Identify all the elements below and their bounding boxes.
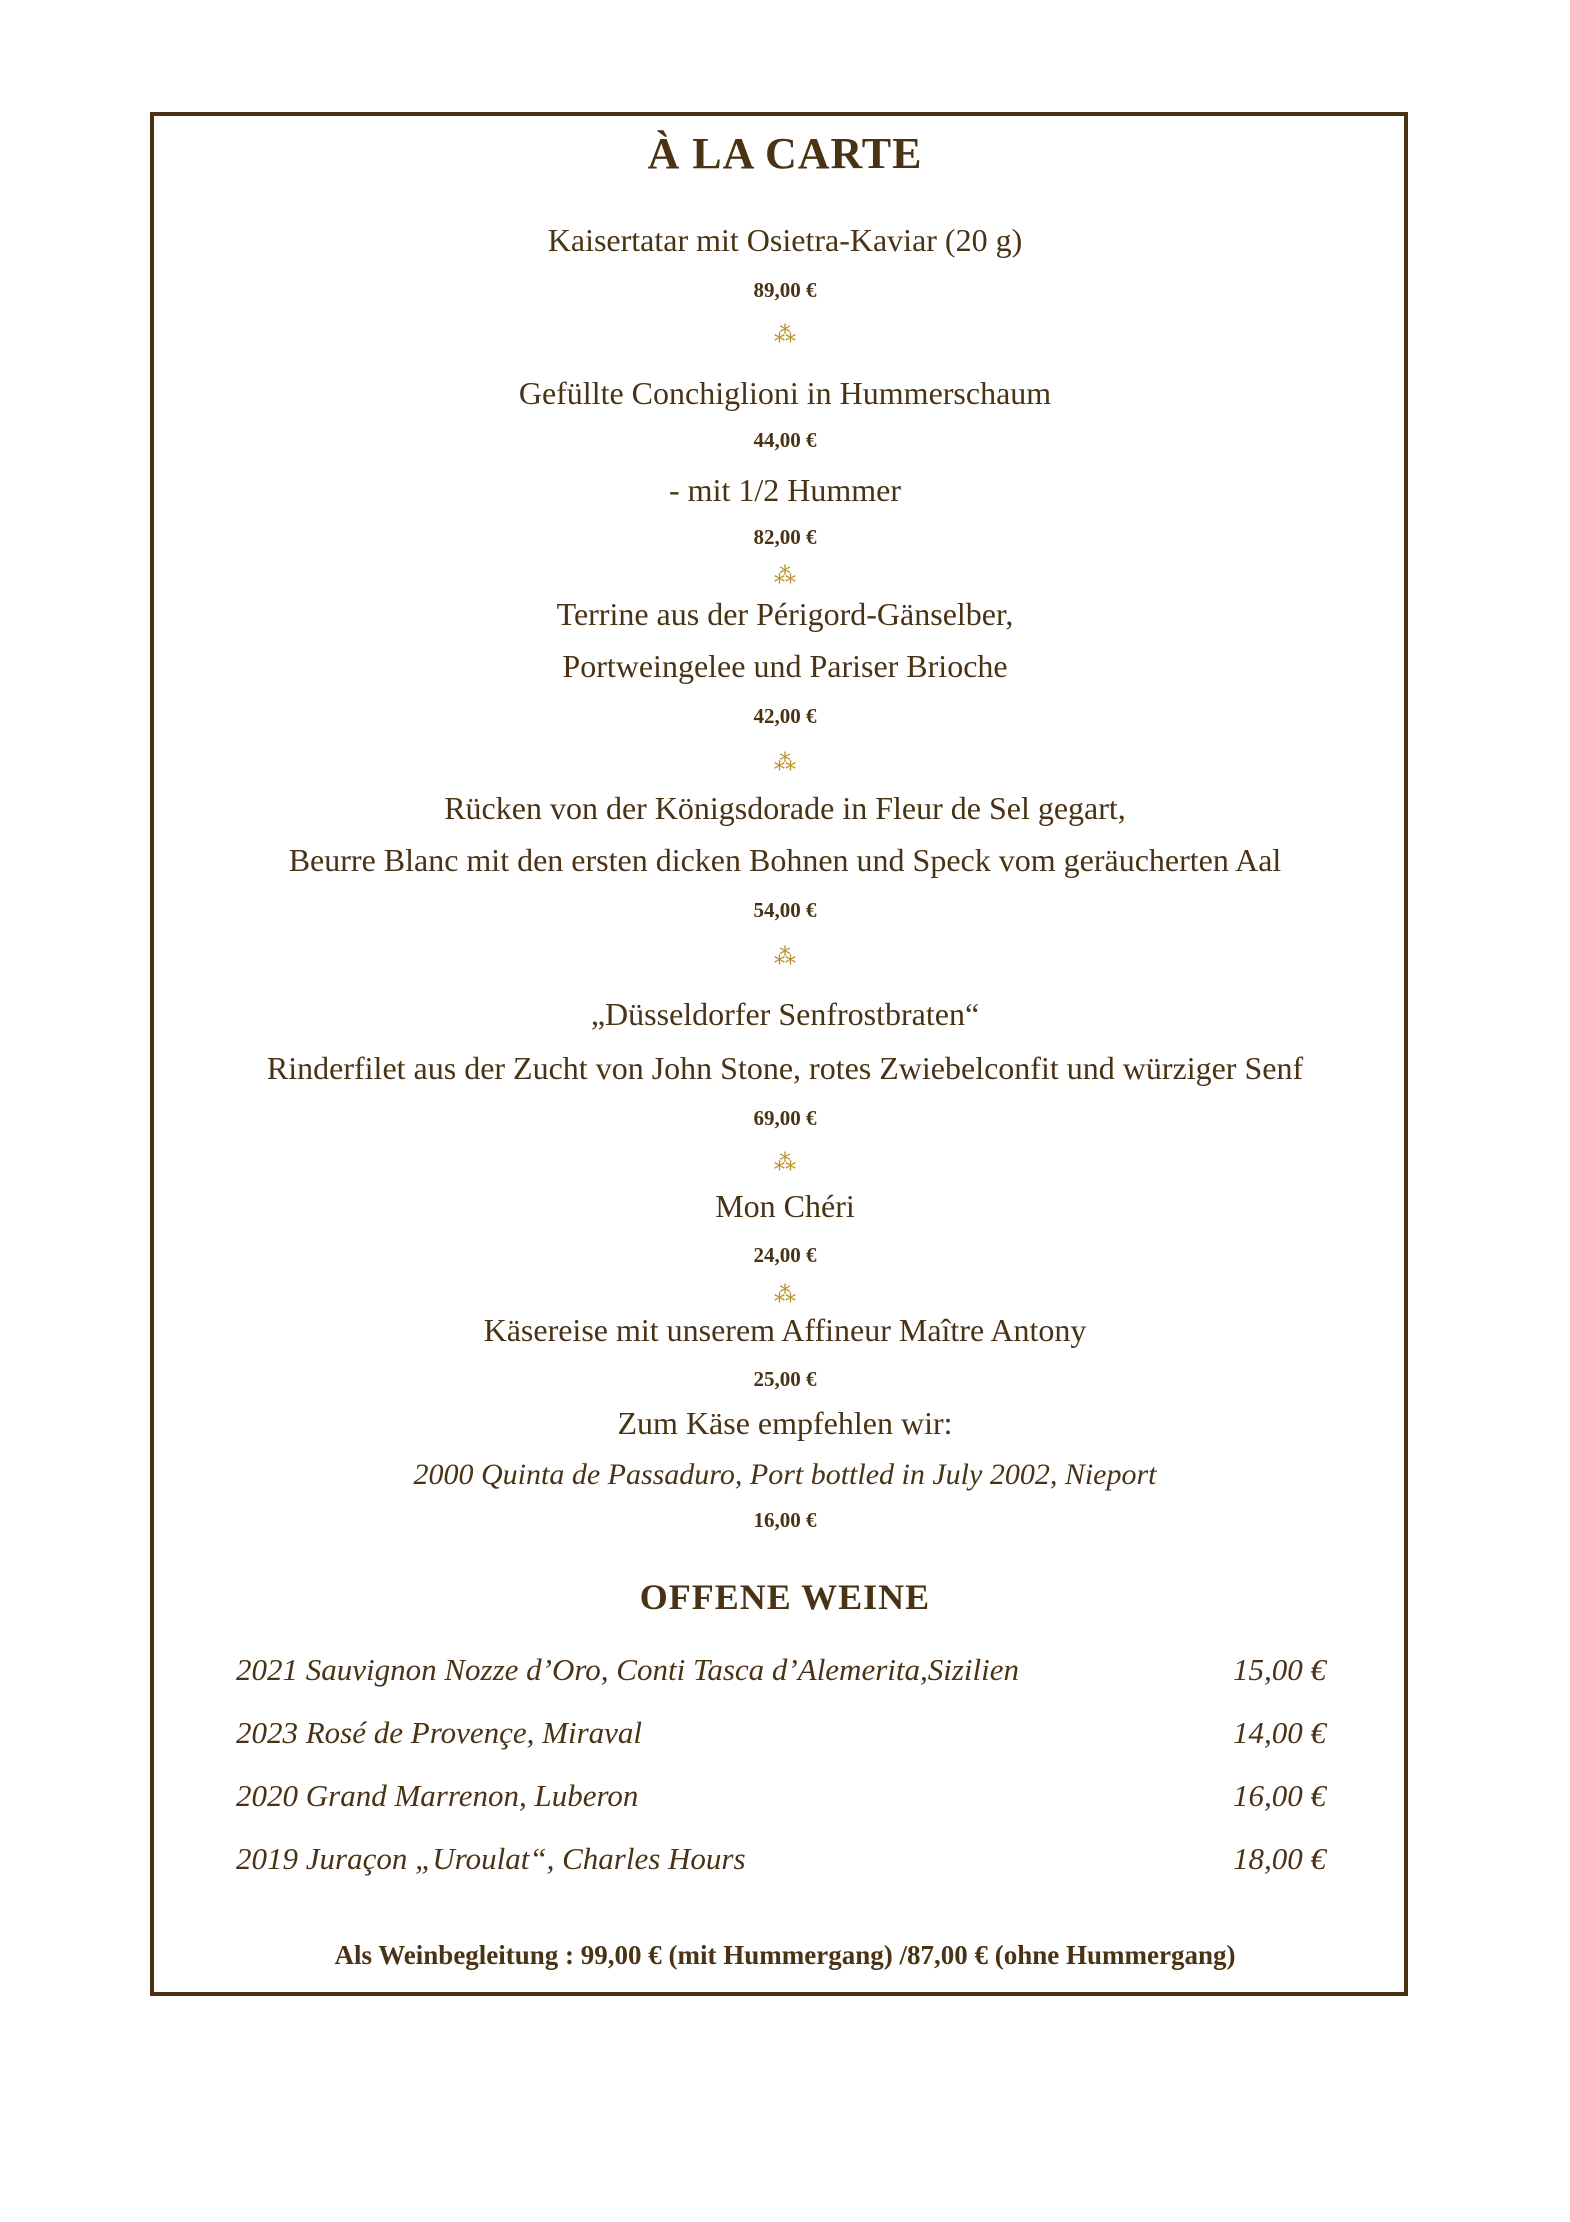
dish-name-senfrostbraten-line1: „Düsseldorfer Senfrostbraten“	[590, 996, 980, 1032]
wine-price: 15,00 €	[1233, 1652, 1326, 1687]
dish-price-senfrostbraten: 69,00 €	[753, 1106, 817, 1130]
dish-name-kaesereise: Käsereise mit unserem Affineur Maître Antony	[483, 1312, 1087, 1348]
wine-price: 16,00 €	[1233, 1778, 1326, 1813]
ornament-icon: ⁂	[774, 1150, 796, 1175]
wine-pairing-note: Als Weinbegleitung : 99,00 € (mit Hummergang) /87,00 € (ohne Hummergang)	[334, 1940, 1236, 1970]
ornament-icon: ⁂	[774, 322, 796, 347]
wine-price: 18,00 €	[1233, 1841, 1326, 1876]
dish-price-koenigsdorade: 54,00 €	[753, 898, 817, 922]
wine-name: 2019 Juraçon „Uroulat“, Charles Hours	[236, 1841, 746, 1876]
ornament-icon: ⁂	[774, 750, 796, 775]
dish-name-conchiglioni: Gefüllte Conchiglioni in Hummerschaum	[518, 375, 1052, 411]
dish-price-terrine: 42,00 €	[753, 704, 817, 728]
dish-name-kaisertatar: Kaisertatar mit Osietra-Kaviar (20 g)	[547, 222, 1023, 258]
dish-name-mon-cheri: Mon Chéri	[715, 1188, 855, 1224]
cheese-recommendation-price: 16,00 €	[753, 1508, 817, 1532]
ornament-icon: ⁂	[774, 563, 796, 588]
dish-name-terrine-line1: Terrine aus der Périgord-Gänselber,	[556, 596, 1014, 632]
dish-name-koenigsdorade-line1: Rücken von der Königsdorade in Fleur de Sel gegart,	[444, 790, 1126, 826]
wine-name: 2021 Sauvignon Nozze d’Oro, Conti Tasca d’Alemerita,Sizilien	[236, 1652, 1020, 1687]
dish-name-hummer-option: - mit 1/2 Hummer	[669, 472, 901, 508]
wines-section-title: OFFENE WEINE	[639, 1577, 931, 1617]
dish-price-kaesereise: 25,00 €	[753, 1367, 817, 1391]
cheese-recommendation-wine: 2000 Quinta de Passaduro, Port bottled in July 2002, Nieport	[413, 1458, 1157, 1491]
dish-name-koenigsdorade-line2: Beurre Blanc mit den ersten dicken Bohnen und Speck vom geräucherten Aal	[288, 842, 1282, 878]
dish-name-senfrostbraten-line2: Rinderfilet aus der Zucht von John Stone, rotes Zwiebelconfit und würziger Senf	[266, 1050, 1304, 1086]
dish-price-hummer-option: 82,00 €	[753, 525, 817, 549]
wine-price: 14,00 €	[1233, 1715, 1326, 1750]
wine-name: 2020 Grand Marrenon, Luberon	[236, 1778, 639, 1813]
dish-price-kaisertatar: 89,00 €	[753, 278, 817, 302]
wine-name: 2023 Rosé de Provençe, Miraval	[236, 1715, 643, 1750]
page-title: À LA CARTE	[647, 129, 923, 178]
dish-price-conchiglioni: 44,00 €	[753, 428, 817, 452]
ornament-icon: ⁂	[774, 1282, 796, 1307]
cheese-recommendation-heading: Zum Käse empfehlen wir:	[617, 1405, 953, 1441]
dish-price-mon-cheri: 24,00 €	[753, 1243, 817, 1267]
dish-name-terrine-line2: Portweingelee und Pariser Brioche	[562, 648, 1008, 684]
ornament-icon: ⁂	[774, 944, 796, 969]
